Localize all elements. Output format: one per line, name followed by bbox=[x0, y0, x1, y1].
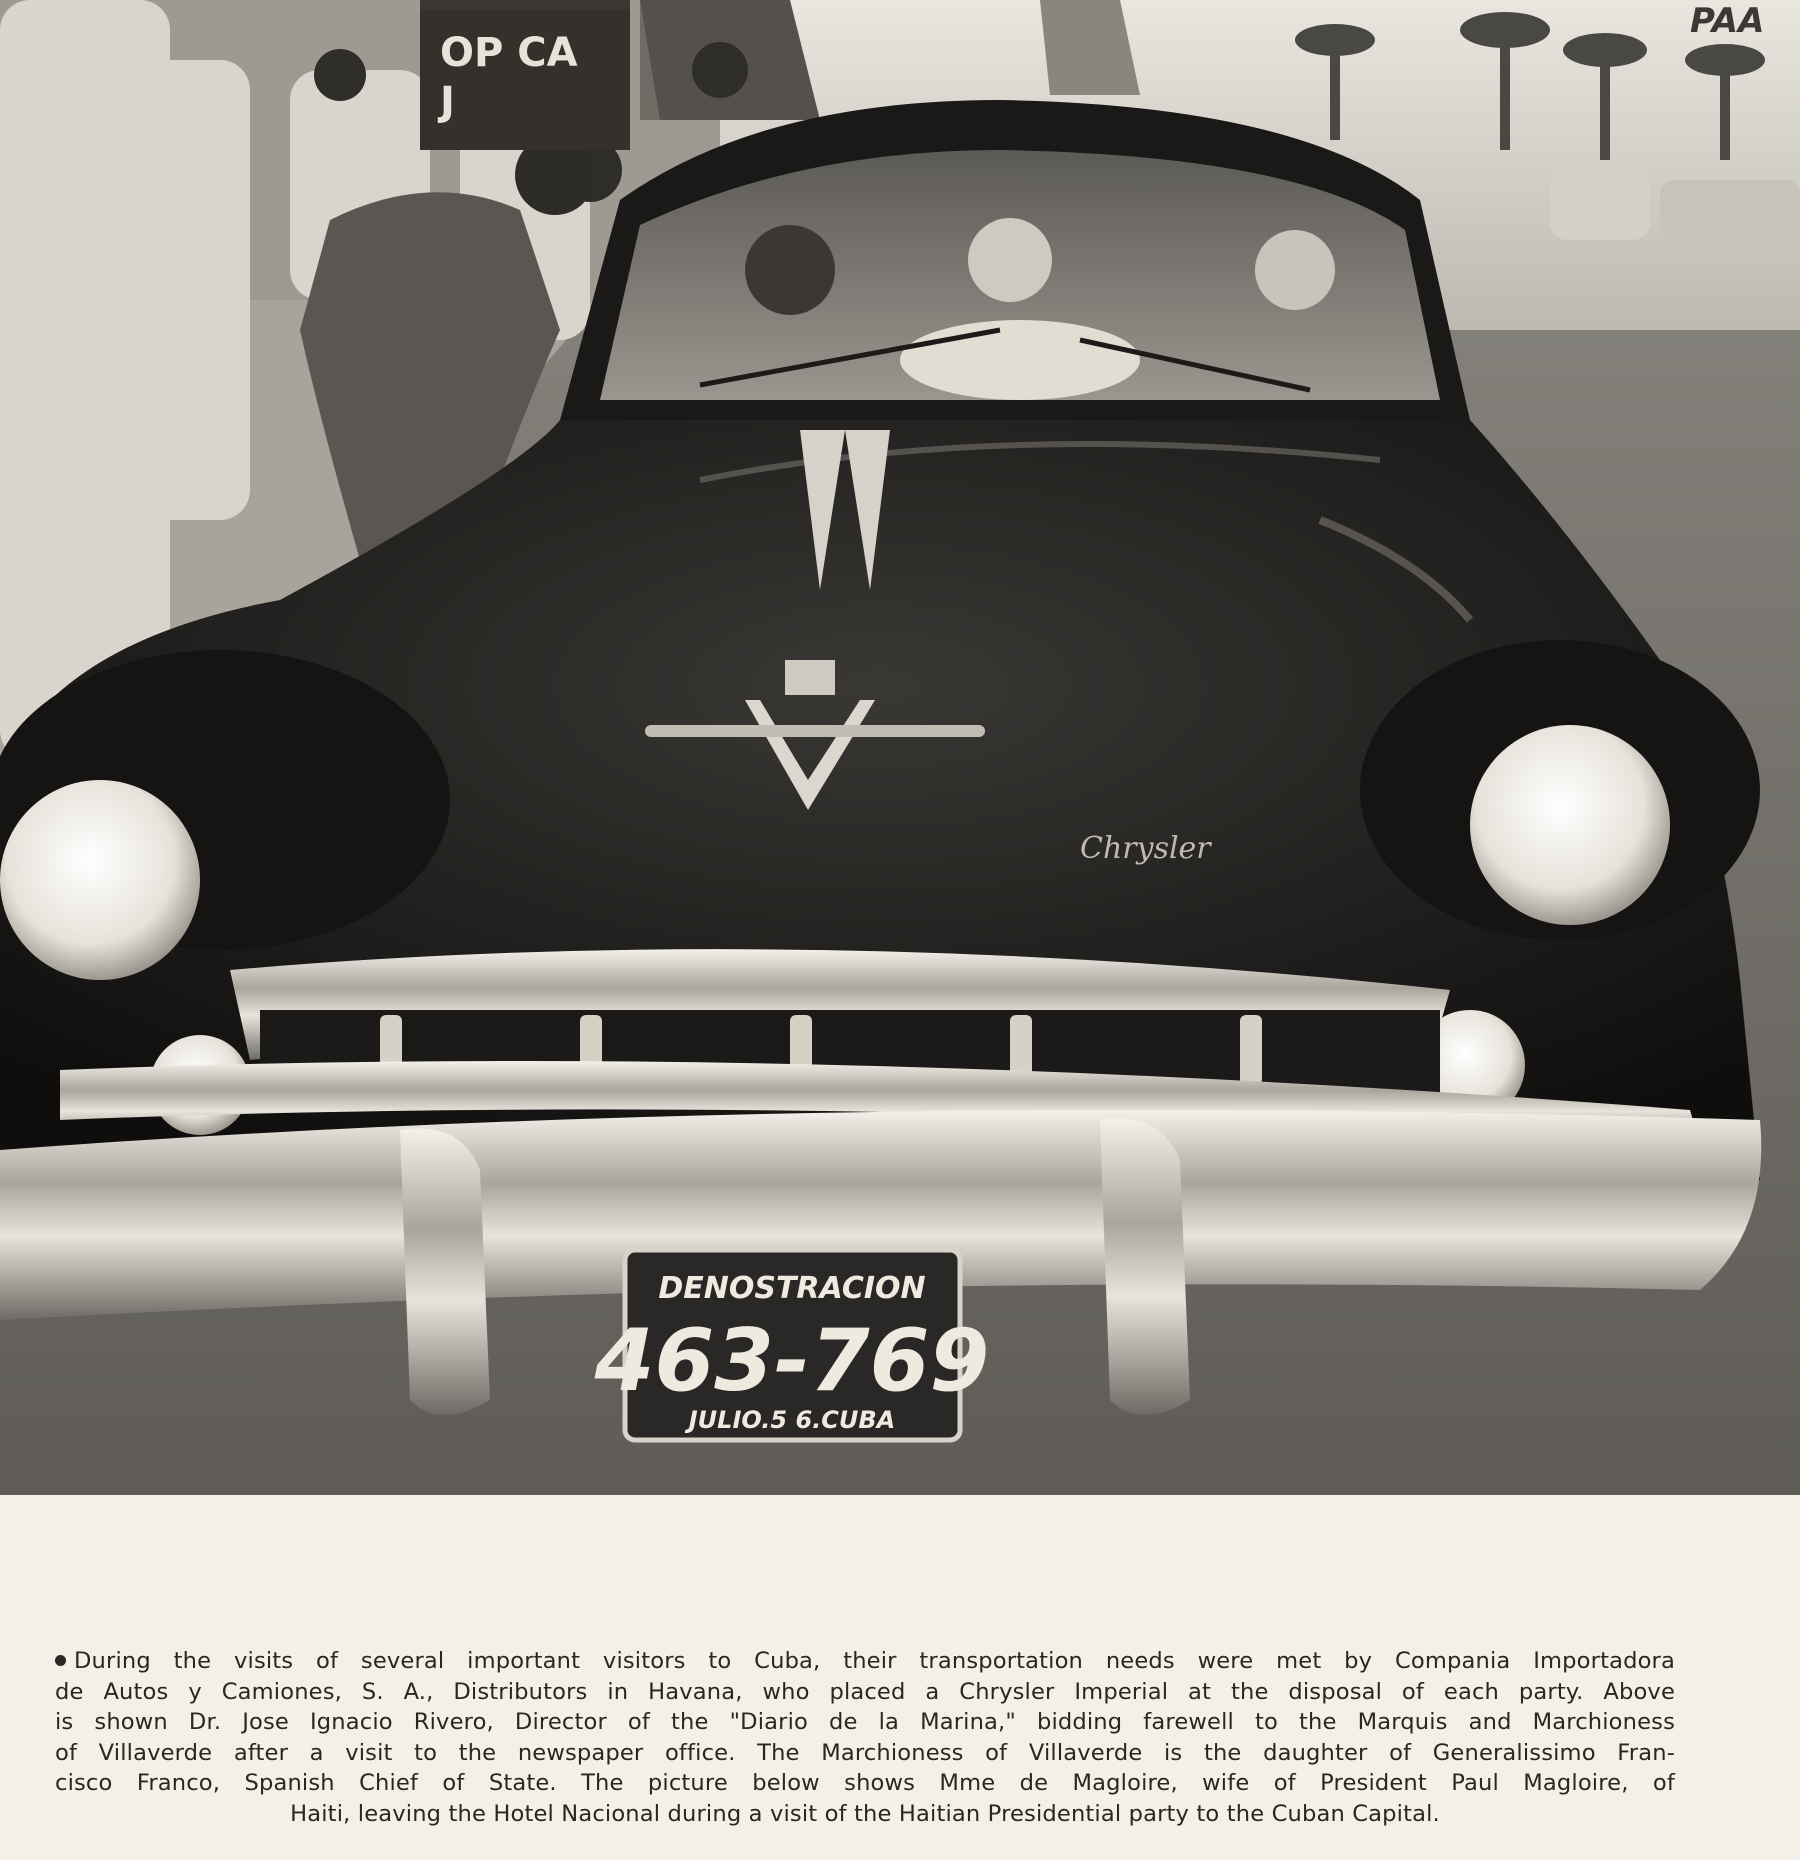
shop-sign-line1: OP CA bbox=[440, 30, 578, 76]
caption-line-3: is shown Dr. Jose Ignacio Rivero, Director of the "Diario de la Marina," bidding farewell to the Marquis and Marchioness bbox=[55, 1709, 1675, 1735]
plate-top-text: DENOSTRACION bbox=[658, 1271, 926, 1306]
left-headlight bbox=[0, 780, 200, 980]
caption-line-5: cisco Franco, Spanish Chief of State. The picture below shows Mme de Magloire, wife of President Paul Magloire, of bbox=[55, 1770, 1675, 1796]
bumper-guard-right bbox=[1100, 1118, 1190, 1415]
shop-sign bbox=[420, 10, 630, 150]
caption-line-1: During the visits of several important visitors to Cuba, their transportation needs were met by Compania Importadora bbox=[55, 1646, 1675, 1677]
bullet-icon bbox=[55, 1655, 66, 1666]
caption-line-2: de Autos y Camiones, S. A., Distributors in Havana, who placed a Chrysler Imperial at the disposal of each party. Above bbox=[55, 1678, 1675, 1705]
plate-bottom-text: JULIO.5 6.CUBA bbox=[688, 1406, 896, 1434]
license-plate bbox=[594, 1250, 990, 1440]
caption-line-6: Haiti, leaving the Hotel Nacional during a visit of the Haitian Presidential party to the Cuban Capital. bbox=[290, 1800, 1440, 1827]
hood-script: Chrysler bbox=[1080, 831, 1211, 866]
shop-sign-line2: J bbox=[440, 79, 455, 125]
photo-caption bbox=[55, 1646, 1675, 1829]
right-headlight bbox=[1470, 725, 1670, 925]
bumper-guard-left bbox=[400, 1128, 490, 1415]
crown-emblem bbox=[785, 660, 835, 695]
caption-line-4: of Villaverde after a visit to the newspaper office. The Marchioness of Villaverde is the daughter of Generalissimo Fran- bbox=[55, 1739, 1675, 1766]
corner-sign: PAA bbox=[1690, 1, 1765, 41]
plate-number: 463-769 bbox=[594, 1311, 990, 1411]
